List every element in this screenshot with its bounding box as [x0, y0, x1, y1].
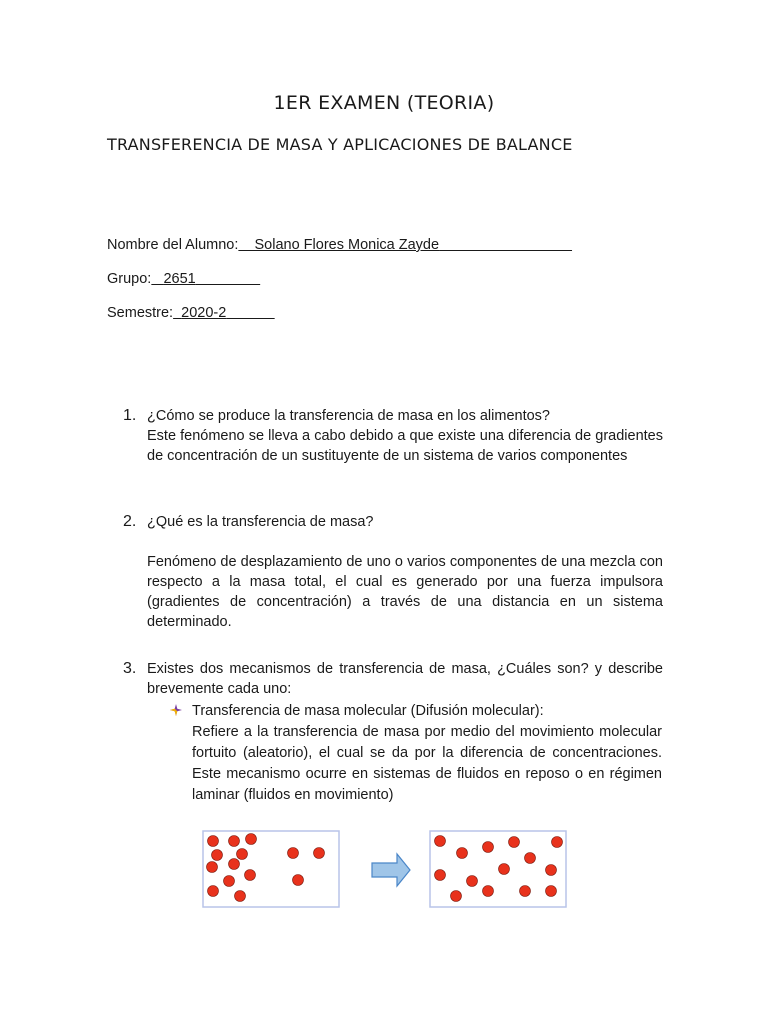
particle — [229, 836, 240, 847]
particle — [451, 891, 462, 902]
particle — [237, 849, 248, 860]
particle — [314, 848, 325, 859]
question-3 — [123, 659, 663, 699]
question-text: Existes dos mecanismos de transferencia de masa, ¿Cuáles son? y describe brevemente cada uno: — [147, 661, 663, 697]
exam-subtitle: TRANSFERENCIA DE MASA Y APLICACIONES DE BALANCE — [107, 135, 573, 154]
mechanism-1 — [170, 701, 662, 806]
before-diffusion-box — [203, 831, 339, 907]
question-2 — [123, 512, 663, 632]
particle — [552, 837, 563, 848]
particle — [224, 876, 235, 887]
sparkle-bullet-icon — [170, 704, 182, 716]
answer-text: Fenómeno de desplazamiento de uno o varios componentes de una mezcla con respecto a la masa total, el cual es generado por una fuerza impulsora (gradientes de concentración) a través de una distancia en un sistema determinado. — [147, 554, 663, 630]
particle — [245, 870, 256, 881]
question-number: 3. — [123, 660, 137, 677]
particle — [520, 886, 531, 897]
group-field — [107, 271, 260, 287]
student-name-label: Nombre del Alumno: — [107, 237, 239, 253]
particle — [509, 837, 520, 848]
particle — [483, 886, 494, 897]
particle — [246, 834, 257, 845]
exam-title: 1ER EXAMEN (TEORIA) — [273, 92, 495, 114]
particle — [235, 891, 246, 902]
particle — [207, 862, 218, 873]
particle — [435, 836, 446, 847]
group-value: 2651 — [163, 271, 196, 287]
particle — [546, 886, 557, 897]
mechanism-title: Transferencia de masa molecular (Difusión molecular): — [192, 703, 544, 719]
particle — [435, 870, 446, 881]
particle — [229, 859, 240, 870]
question-text: ¿Cómo se produce la transferencia de masa en los alimentos? — [147, 408, 550, 424]
mechanism-description: Refiere a la transferencia de masa por medio del movimiento molecular fortuito (aleatorio), el cual se da por la diferencia de concentraciones. Este mecanismo ocurre en sistemas de fluidos en reposo o en régimen laminar (fluidos en movimiento) — [192, 724, 662, 803]
particle — [525, 853, 536, 864]
student-name-field — [107, 237, 572, 253]
group-label: Grupo: — [107, 271, 152, 287]
question-text: ¿Qué es la transferencia de masa? — [147, 514, 374, 530]
particle — [457, 848, 468, 859]
student-name-value: Solano Flores Monica Zayde — [254, 237, 440, 253]
particle — [467, 876, 478, 887]
question-number: 1. — [123, 407, 137, 424]
question-number: 2. — [123, 513, 137, 530]
particle — [546, 865, 557, 876]
answer-text: Este fenómeno se lleva a cabo debido a que existe una diferencia de gradientes de concentración de un sustituyente de un sistema de varios componentes — [147, 428, 663, 464]
semester-field — [107, 305, 275, 321]
particle — [212, 850, 223, 861]
semester-label: Semestre: — [107, 305, 174, 321]
diffusion-diagram — [200, 826, 570, 912]
particle — [483, 842, 494, 853]
particle — [208, 836, 219, 847]
question-1 — [123, 406, 663, 466]
arrow-right-icon — [372, 854, 410, 886]
particle — [293, 875, 304, 886]
particle — [288, 848, 299, 859]
particle — [499, 864, 510, 875]
particle — [208, 886, 219, 897]
semester-value: 2020-2 — [181, 305, 227, 321]
